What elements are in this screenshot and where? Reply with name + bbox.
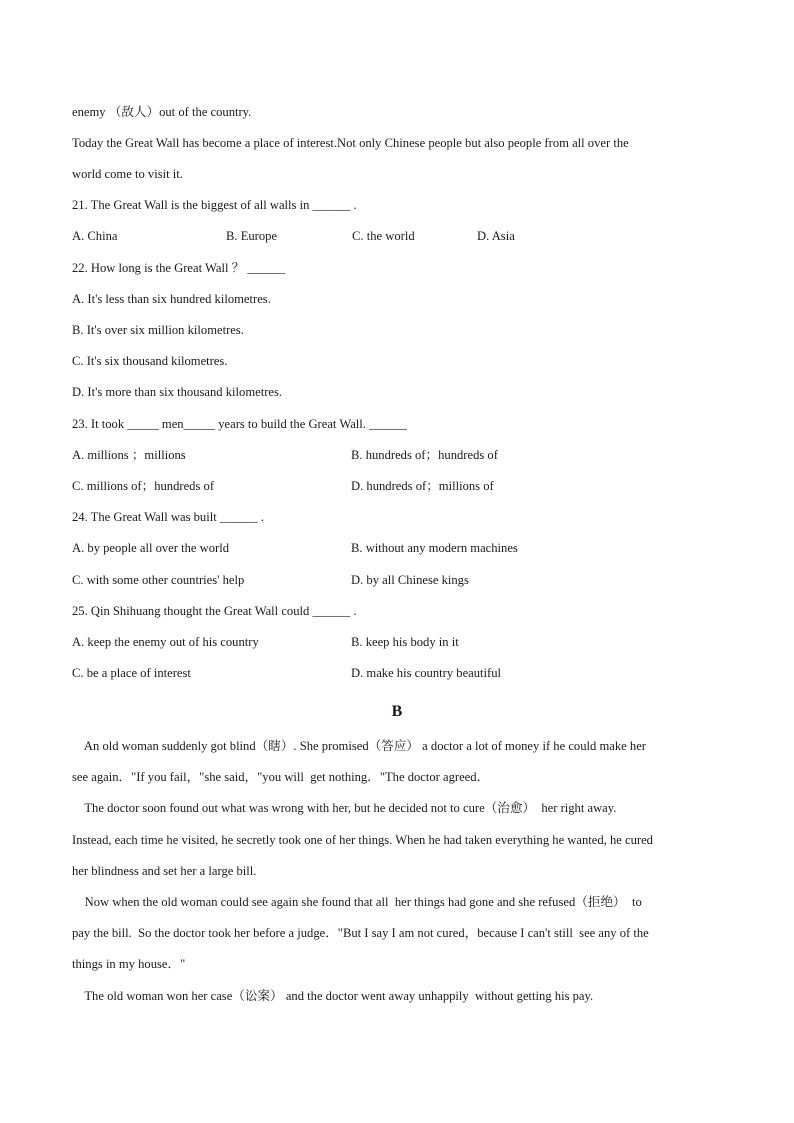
passage-b-line: Instead, each time he visited, he secretly took one of her things. When he had taken everything he wanted, he cured: [72, 833, 653, 847]
option-a: A. by people all over the world: [72, 541, 230, 555]
passage-b-line: The old woman won her case（讼案） and the doctor went away unhappily without getting his pay.: [72, 989, 594, 1003]
passage-b-line: see again．"If you fail，"she said，"you will get nothing．"The doctor agreed．: [72, 770, 490, 784]
option-a: A. millions ；millions: [72, 448, 186, 462]
passage-b-line: The doctor soon found out what was wrong with her, but he decided not to cure（治愈） her right away.: [72, 801, 617, 815]
option-b: B. keep his body in it: [351, 635, 459, 649]
question-22-option-b: B. It's over six million kilometres.: [72, 323, 244, 337]
question-25-stem: 25. Qin Shihuang thought the Great Wall could ______ .: [72, 604, 357, 618]
passage-b-line: things in my house．": [72, 957, 186, 971]
option-d: D. by all Chinese kings: [351, 573, 469, 587]
option-a: A. keep the enemy out of his country: [72, 635, 259, 649]
question-21-options: [72, 228, 722, 244]
question-25-options-row2: [72, 665, 722, 681]
option-b: B. without any modern machines: [351, 541, 518, 555]
option-d: D. make his country beautiful: [351, 666, 502, 680]
option-c: C. be a place of interest: [72, 666, 191, 680]
option-c: C. the world: [352, 229, 415, 243]
question-22-option-a: A. It's less than six hundred kilometres.: [72, 292, 271, 306]
question-23-stem: 23. It took _____ men_____ years to build the Great Wall. ______: [72, 417, 407, 431]
option-a: A. China: [72, 229, 118, 243]
section-b-heading: B: [391, 703, 403, 720]
question-22-option-c: C. It's six thousand kilometres.: [72, 354, 228, 368]
option-d: D. Asia: [477, 229, 515, 243]
question-22-option-d: D. It's more than six thousand kilometres.: [72, 385, 283, 399]
passage-b-line: pay the bill. So the doctor took her before a judge．"But I say I am not cured，because I can't still see any of the: [72, 926, 649, 940]
question-24-stem: 24. The Great Wall was built ______ .: [72, 510, 264, 524]
question-22-stem: 22. How long is the Great Wall ？ ______: [72, 261, 286, 275]
passage-b-line: Now when the old woman could see again she found that all her things had gone and she refused（拒绝） to: [72, 895, 642, 909]
passage-b-line: An old woman suddenly got blind（瞎）. She promised（答应） a doctor a lot of money if he could make her: [72, 739, 646, 753]
option-c: C. millions of；hundreds of: [72, 479, 215, 493]
question-23-options-row1: [72, 447, 722, 463]
option-b: B. Europe: [226, 229, 278, 243]
question-23-options-row2: [72, 478, 722, 494]
option-b: B. hundreds of；hundreds of: [351, 448, 498, 462]
passage-line: Today the Great Wall has become a place of interest.Not only Chinese people but also people from all over the: [72, 136, 629, 150]
question-21-stem: 21. The Great Wall is the biggest of all walls in ______ .: [72, 198, 357, 212]
question-25-options-row1: [72, 634, 722, 650]
passage-line: world come to visit it.: [72, 167, 183, 181]
passage-b-line: her blindness and set her a large bill.: [72, 864, 257, 878]
question-24-options-row1: [72, 540, 722, 556]
option-c: C. with some other countries' help: [72, 573, 245, 587]
question-24-options-row2: [72, 572, 722, 588]
option-d: D. hundreds of；millions of: [351, 479, 494, 493]
passage-line: enemy （敌人）out of the country.: [72, 105, 252, 119]
